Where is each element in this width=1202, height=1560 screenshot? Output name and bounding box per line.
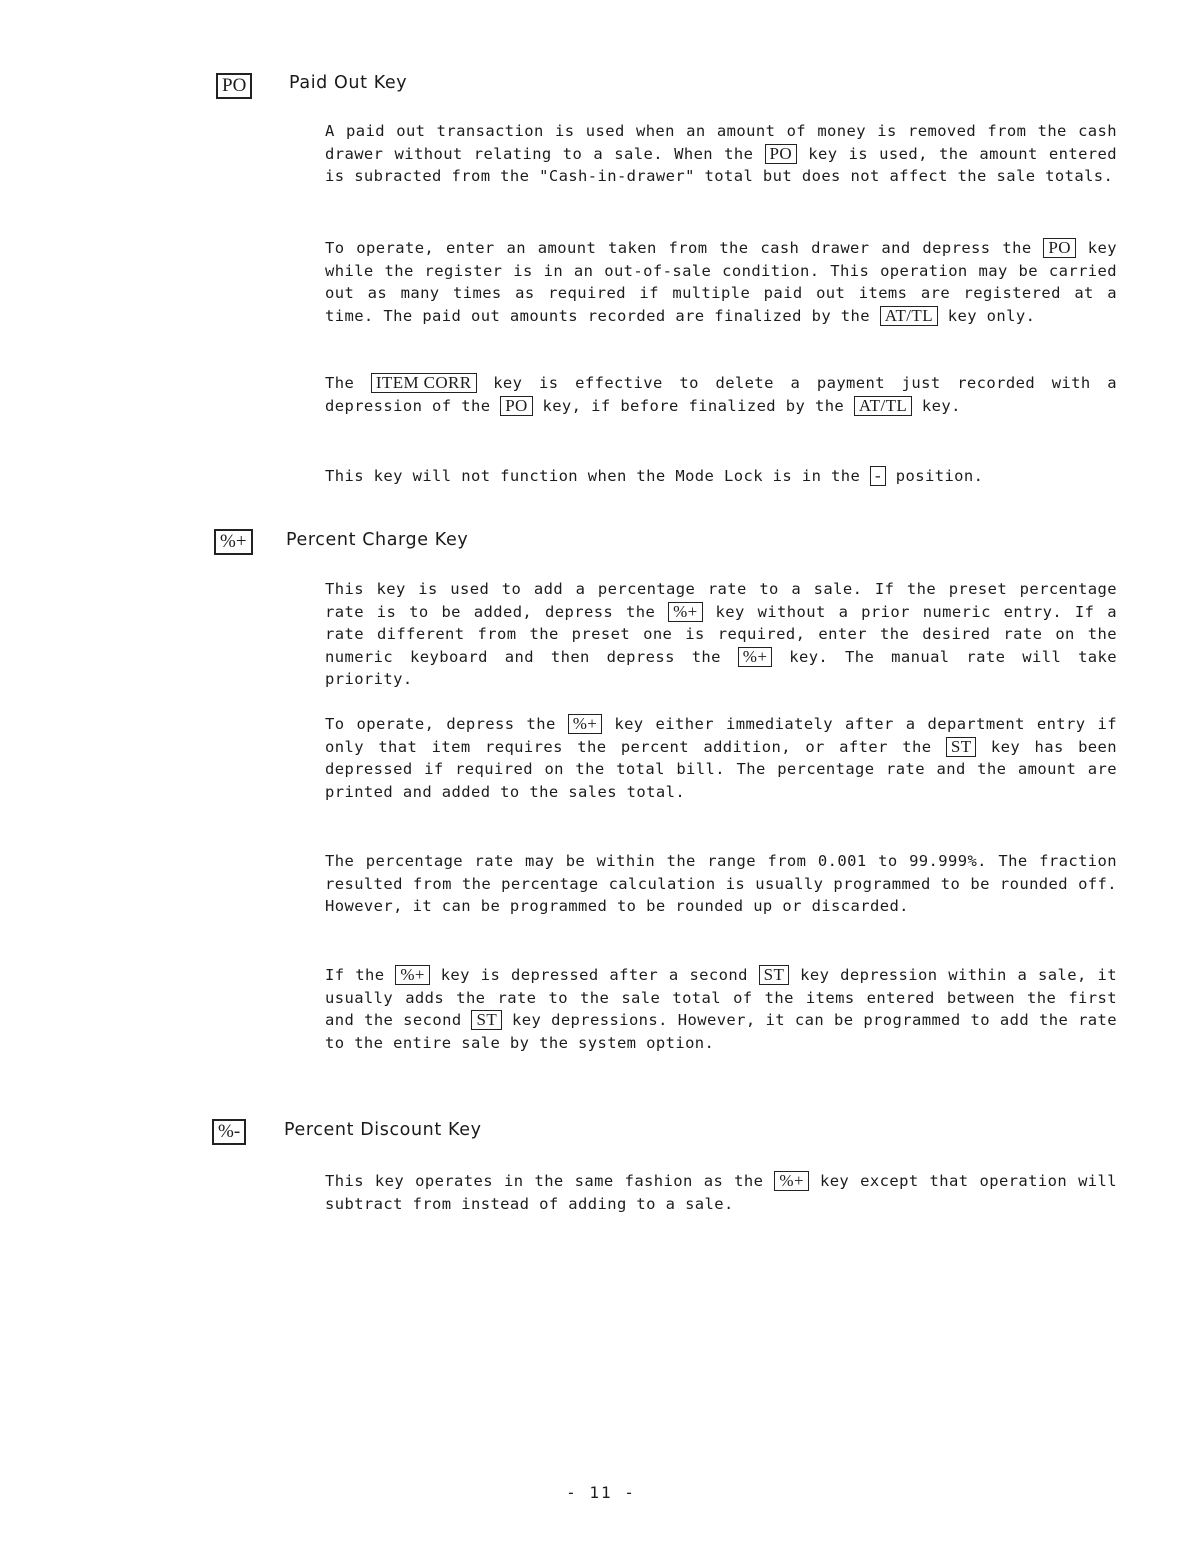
percent-minus-key-symbol: %- xyxy=(212,1119,246,1145)
section-heading-paid-out: Paid Out Key xyxy=(289,73,408,93)
inline-key-symbol: PO xyxy=(1043,238,1076,258)
inline-key-symbol: %+ xyxy=(568,714,603,734)
paragraph: The percentage rate may be within the range from 0.001 to 99.999%. The fraction resulted from the percentage calculation is usually programmed to be rounded off. However, it can be programmed to be rounded up or discarded. xyxy=(325,852,1117,915)
section-heading-percent-discount: Percent Discount Key xyxy=(284,1120,482,1140)
inline-key-symbol: ST xyxy=(471,1010,502,1030)
inline-key-symbol: %+ xyxy=(774,1171,809,1191)
inline-key-symbol: PO xyxy=(765,144,798,164)
inline-key-symbol: ST xyxy=(946,737,977,757)
section-heading-percent-charge: Percent Charge Key xyxy=(286,530,469,550)
paragraph: The ITEM CORR key is effective to delete a payment just recorded with a depression of the PO key, if before finalized by the AT/TL key. xyxy=(325,373,1117,415)
inline-key-symbol: PO xyxy=(500,396,533,416)
inline-key-symbol: %+ xyxy=(668,602,703,622)
inline-key-symbol: %+ xyxy=(395,965,430,985)
inline-key-symbol: - xyxy=(870,466,886,486)
inline-key-symbol: ST xyxy=(759,965,790,985)
po-key-symbol: PO xyxy=(216,73,252,99)
paragraph: If the %+ key is depressed after a second ST key depression within a sale, it usually adds the rate to the sale total of the items entered between the first and the second ST key depressions. However, it can be programmed to add the rate to the entire sale by the system option. xyxy=(325,965,1118,1052)
inline-key-symbol: AT/TL xyxy=(854,396,912,416)
paragraph: A paid out transaction is used when an amount of money is removed from the cash drawer without relating to a sale. When the PO key is used, the amount entered is subracted from the "Cash-in-drawer" total but does not affect the sale totals. xyxy=(325,122,1117,185)
inline-key-symbol: %+ xyxy=(738,647,773,667)
paragraph: To operate, enter an amount taken from the cash drawer and depress the PO key while the register is in an out-of-sale condition. This operation may be carried out as many times as required if multiple paid out items are registered at a time. The paid out amounts recorded are finalized by the AT/TL key only. xyxy=(325,238,1117,325)
paragraph: This key is used to add a percentage rate to a sale. If the preset percentage rate is to be added, depress the %+ key without a prior numeric entry. If a rate different from the preset one is required, enter the desired rate on the numeric keyboard and then depress the %+ key. The manual rate will take priority. xyxy=(325,580,1117,688)
paragraph: This key will not function when the Mode Lock is in the - position. xyxy=(325,466,984,485)
paragraph: This key operates in the same fashion as the %+ key except that operation will subtract from instead of adding to a sale. xyxy=(325,1171,1118,1213)
paragraph: To operate, depress the %+ key either immediately after a department entry if only that item requires the percent addition, or after the ST key has been depressed if required on the total bill. The percentage rate and the amount are printed and added to the sales total. xyxy=(325,714,1117,801)
inline-key-symbol: ITEM CORR xyxy=(371,373,477,393)
percent-plus-key-symbol: %+ xyxy=(214,529,253,555)
inline-key-symbol: AT/TL xyxy=(880,306,938,326)
page-number: - 11 - xyxy=(566,1483,636,1502)
